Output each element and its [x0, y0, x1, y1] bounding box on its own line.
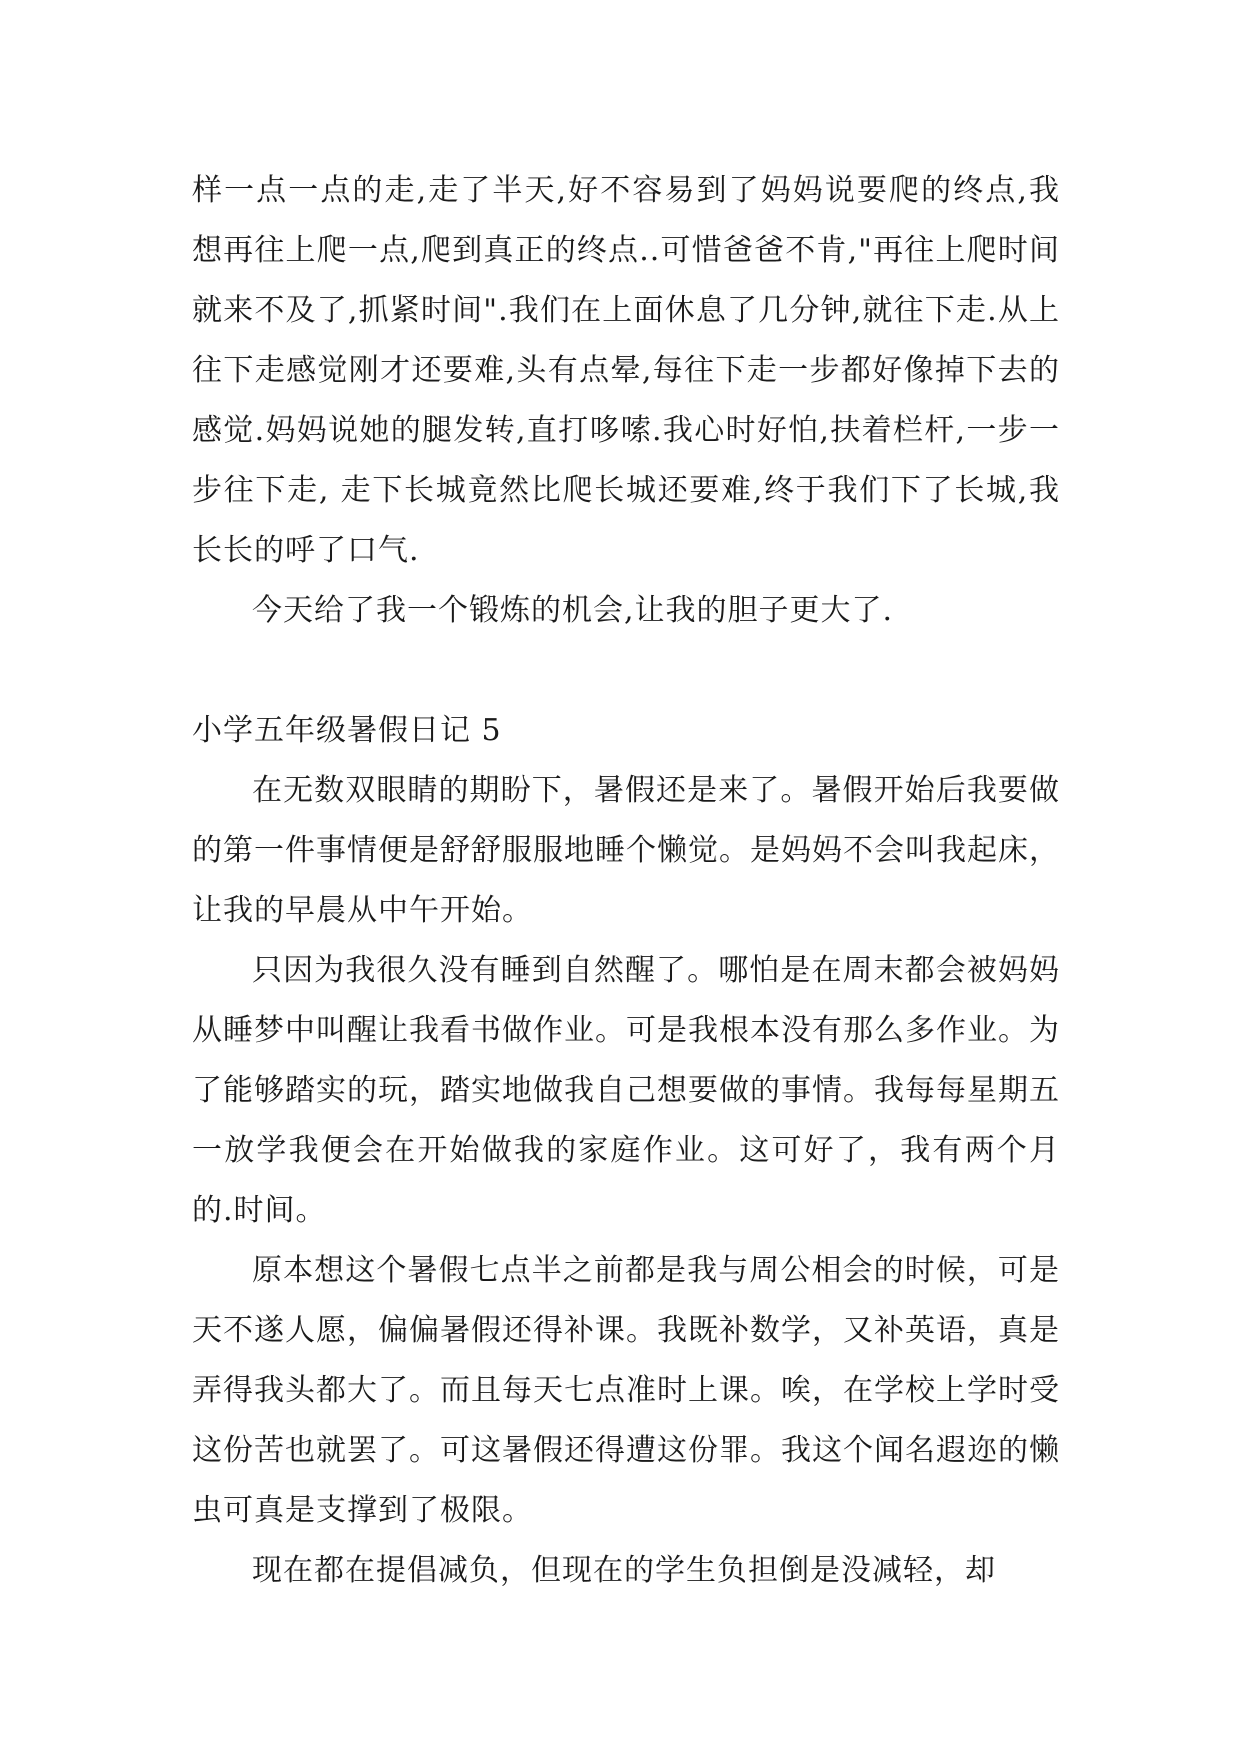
section-title: 小学五年级暑假日记 5 [192, 713, 502, 748]
paragraph-continued: 样一点一点的走,走了半天,好不容易到了妈妈说要爬的终点,我想再往上爬一点,爬到真正的终点..可惜爸爸不肯,"再往上爬时间就来不及了,抓紧时间".我们在上面休息了几分钟,就往下走.从上往下走感觉刚才还要难,头有点晕,每往下走一步都好像掉下去的感觉.妈妈说她的腿发转,直打哆嗦.我心时好怕,扶着栏杆,一步一步往下走, 走下长城竟然比爬长城还要难,终于我们下了长城,我长长的呼了口气. [192, 173, 1060, 568]
paragraph: 在无数双眼睛的期盼下，暑假还是来了。暑假开始后我要做的第一件事情便是舒舒服服地睡个懒觉。是妈妈不会叫我起床，让我的早晨从中午开始。 [192, 773, 1060, 928]
paragraph: 现在都在提倡减负，但现在的学生负担倒是没减轻，却 [252, 1553, 996, 1588]
paragraph: 今天给了我一个锻炼的机会,让我的胆子更大了. [252, 593, 894, 628]
paragraph: 原本想这个暑假七点半之前都是我与周公相会的时候，可是天不遂人愿，偏偏暑假还得补课。我既补数学，又补英语，真是弄得我头都大了。而且每天七点准时上课。唉，在学校上学时受这份苦也就罢了。可这暑假还得遭这份罪。我这个闻名遐迩的懒虫可真是支撑到了极限。 [192, 1253, 1060, 1528]
document-body [192, 161, 1060, 1601]
paragraph: 只因为我很久没有睡到自然醒了。哪怕是在周末都会被妈妈从睡梦中叫醒让我看书做作业。可是我根本没有那么多作业。为了能够踏实的玩，踏实地做我自己想要做的事情。我每每星期五一放学我便会在开始做我的家庭作业。这可好了，我有两个月的.时间。 [192, 953, 1060, 1228]
